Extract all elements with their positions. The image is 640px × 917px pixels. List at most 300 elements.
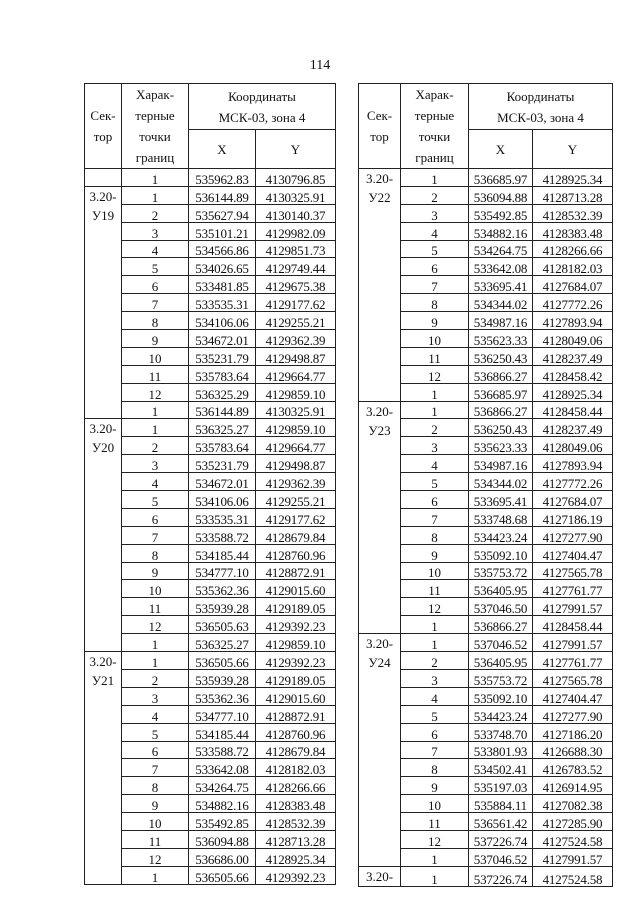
- sector-header: Сек- тор: [85, 84, 122, 169]
- y-coordinate: 4129392.23: [256, 652, 336, 670]
- x-coordinate: 534882.16: [469, 222, 533, 240]
- x-coordinate: 534344.02: [469, 473, 533, 491]
- point-number: 7: [401, 508, 469, 526]
- point-number: 5: [401, 473, 469, 491]
- x-coordinate: 536561.42: [469, 813, 533, 831]
- sector-label: 3.20-: [89, 654, 117, 670]
- y-coordinate: 4128049.06: [533, 437, 613, 455]
- point-number: 9: [401, 544, 469, 562]
- y-coordinate: 4127277.90: [533, 705, 613, 723]
- x-coordinate: 534566.86: [189, 240, 256, 258]
- x-coordinate: 536866.27: [469, 401, 533, 419]
- x-coordinate: 535492.85: [189, 813, 256, 831]
- table-row: [85, 598, 336, 616]
- x-coordinate: 535939.28: [189, 598, 256, 616]
- x-coordinate: 537046.52: [469, 634, 533, 652]
- x-coordinate: 536685.97: [469, 383, 533, 401]
- point-number: 12: [401, 830, 469, 848]
- point-number: 8: [122, 312, 189, 330]
- y-coordinate: 4129177.62: [256, 508, 336, 526]
- y-coordinate: 4127565.78: [533, 562, 613, 580]
- x-coordinate: 536144.89: [189, 186, 256, 204]
- point-number: 2: [401, 186, 469, 204]
- y-coordinate: 4127082.38: [533, 795, 613, 813]
- y-coordinate: 4128049.06: [533, 330, 613, 348]
- point-number: 12: [122, 616, 189, 634]
- point-number: 10: [401, 562, 469, 580]
- x-coordinate: 534987.16: [469, 312, 533, 330]
- table-body: [359, 169, 613, 887]
- y-coordinate: 4128679.84: [256, 741, 336, 759]
- x-header: X: [469, 130, 533, 169]
- y-coordinate: 4127991.57: [533, 598, 613, 616]
- x-coordinate: 535092.10: [469, 687, 533, 705]
- point-number: 6: [122, 508, 189, 526]
- x-coordinate: 534185.44: [189, 544, 256, 562]
- point-number: 1: [401, 634, 469, 652]
- x-coordinate: 535753.72: [469, 562, 533, 580]
- point-number: 7: [401, 741, 469, 759]
- x-coordinate: 536325.27: [189, 419, 256, 437]
- sector-label: 3.20-: [89, 188, 117, 204]
- point-number: 1: [122, 634, 189, 652]
- y-coordinate: 4129015.60: [256, 687, 336, 705]
- table-row: [85, 652, 336, 670]
- y-coordinate: 4128383.48: [256, 795, 336, 813]
- sector-cell: [359, 866, 401, 886]
- table-row: [85, 616, 336, 634]
- sector-header: Сек- тор: [359, 84, 401, 169]
- sector-label: У19: [91, 207, 115, 223]
- sector-label: У20: [91, 440, 115, 456]
- y-coordinate: 4129498.87: [256, 347, 336, 365]
- y-coordinate: 4129859.10: [256, 634, 336, 652]
- table-row: [85, 455, 336, 473]
- x-coordinate: 536505.66: [189, 866, 256, 884]
- point-number: 11: [401, 580, 469, 598]
- x-coordinate: 535627.94: [189, 204, 256, 222]
- y-coordinate: 4128760.96: [256, 723, 336, 741]
- y-coordinate: 4129189.05: [256, 598, 336, 616]
- x-coordinate: 536686.00: [189, 848, 256, 866]
- y-coordinate: 4130325.91: [256, 401, 336, 419]
- table-row: [359, 634, 613, 652]
- point-number: 9: [401, 312, 469, 330]
- y-coordinate: 4128266.66: [533, 240, 613, 258]
- x-coordinate: 537046.50: [469, 598, 533, 616]
- point-number: 1: [401, 169, 469, 187]
- table-row: [85, 723, 336, 741]
- point-number: 5: [122, 723, 189, 741]
- y-coordinate: 4130796.85: [256, 169, 336, 187]
- table-row: [85, 795, 336, 813]
- point-number: 1: [401, 616, 469, 634]
- point-number: 9: [122, 795, 189, 813]
- y-header: Y: [533, 130, 613, 169]
- y-coordinate: 4129255.21: [256, 312, 336, 330]
- point-number: 1: [122, 866, 189, 884]
- y-coordinate: 4128925.34: [256, 848, 336, 866]
- x-coordinate: 535783.64: [189, 365, 256, 383]
- table-row: [85, 544, 336, 562]
- y-coordinate: 4129255.21: [256, 491, 336, 509]
- x-coordinate: 535884.11: [469, 795, 533, 813]
- table-row: [85, 491, 336, 509]
- table-row: [85, 222, 336, 240]
- table-row: [85, 294, 336, 312]
- sector-cell: [85, 186, 122, 419]
- y-coordinate: 4126688.30: [533, 741, 613, 759]
- y-coordinate: 4127277.90: [533, 526, 613, 544]
- y-coordinate: 4128458.44: [533, 616, 613, 634]
- x-coordinate: 536505.63: [189, 616, 256, 634]
- x-coordinate: 534344.02: [469, 294, 533, 312]
- sector-label: 3.20-: [365, 171, 394, 186]
- sector-label: 3.20-: [89, 421, 117, 437]
- table-row: [359, 169, 613, 187]
- table-row: [85, 813, 336, 831]
- x-coordinate: 533748.68: [469, 508, 533, 526]
- point-number: 5: [401, 705, 469, 723]
- sector-cell: [359, 634, 401, 867]
- table-row: [85, 759, 336, 777]
- y-coordinate: 4127761.77: [533, 580, 613, 598]
- point-number: 2: [401, 419, 469, 437]
- points-header: Харак- терные точки границ: [122, 84, 189, 169]
- y-header: Y: [256, 130, 336, 169]
- x-coordinate: 534185.44: [189, 723, 256, 741]
- table-row: [85, 562, 336, 580]
- x-coordinate: 537226.74: [469, 866, 533, 886]
- coordinates-table-right: [358, 83, 613, 887]
- x-coordinate: 533642.08: [469, 258, 533, 276]
- y-coordinate: 4128532.39: [256, 813, 336, 831]
- y-coordinate: 4129851.73: [256, 240, 336, 258]
- x-coordinate: 535092.10: [469, 544, 533, 562]
- y-coordinate: 4128182.03: [256, 759, 336, 777]
- y-coordinate: 4129664.77: [256, 365, 336, 383]
- x-coordinate: 533481.85: [189, 276, 256, 294]
- sector-label: 3.20-: [365, 403, 394, 419]
- table-row: [85, 848, 336, 866]
- x-coordinate: 534423.24: [469, 705, 533, 723]
- point-number: 6: [401, 258, 469, 276]
- table-row: [85, 508, 336, 526]
- table-row: [85, 347, 336, 365]
- y-coordinate: 4127565.78: [533, 669, 613, 687]
- point-number: 8: [122, 544, 189, 562]
- y-coordinate: 4127524.58: [533, 866, 613, 886]
- x-coordinate: 533535.31: [189, 508, 256, 526]
- point-number: 6: [122, 276, 189, 294]
- x-coordinate: 534264.75: [469, 240, 533, 258]
- sector-label: У21: [91, 673, 115, 689]
- table-row: [85, 705, 336, 723]
- x-coordinate: 534672.01: [189, 330, 256, 348]
- y-coordinate: 4126914.95: [533, 777, 613, 795]
- x-coordinate: 533801.93: [469, 741, 533, 759]
- table-row: [85, 687, 336, 705]
- point-number: 5: [122, 258, 189, 276]
- point-number: 7: [122, 759, 189, 777]
- table-row: [85, 830, 336, 848]
- point-number: 3: [401, 204, 469, 222]
- x-coordinate: 536250.43: [469, 347, 533, 365]
- x-coordinate: 537226.74: [469, 830, 533, 848]
- point-number: 10: [122, 347, 189, 365]
- y-coordinate: 4127186.19: [533, 508, 613, 526]
- point-number: 12: [401, 365, 469, 383]
- y-coordinate: 4127893.94: [533, 312, 613, 330]
- x-coordinate: 535962.83: [189, 169, 256, 187]
- y-coordinate: 4129177.62: [256, 294, 336, 312]
- point-number: 8: [401, 526, 469, 544]
- sector-cell: [85, 652, 122, 885]
- y-coordinate: 4129859.10: [256, 419, 336, 437]
- table-row: [85, 741, 336, 759]
- point-number: 1: [122, 652, 189, 670]
- table-row: [85, 240, 336, 258]
- point-number: 7: [401, 276, 469, 294]
- x-coordinate: 535362.36: [189, 687, 256, 705]
- point-number: 2: [122, 669, 189, 687]
- point-number: 3: [401, 437, 469, 455]
- y-coordinate: 4128383.48: [533, 222, 613, 240]
- x-coordinate: 534106.06: [189, 491, 256, 509]
- table-row: [85, 258, 336, 276]
- point-number: 2: [401, 652, 469, 670]
- point-number: 9: [122, 562, 189, 580]
- y-coordinate: 4130140.37: [256, 204, 336, 222]
- x-coordinate: 534423.24: [469, 526, 533, 544]
- point-number: 11: [122, 365, 189, 383]
- y-coordinate: 4130325.91: [256, 186, 336, 204]
- x-coordinate: 536094.88: [189, 830, 256, 848]
- y-coordinate: 4128713.28: [256, 830, 336, 848]
- table-row: [85, 634, 336, 652]
- sector-cell: [359, 401, 401, 634]
- y-coordinate: 4129664.77: [256, 437, 336, 455]
- y-coordinate: 4129189.05: [256, 669, 336, 687]
- y-coordinate: 4129498.87: [256, 455, 336, 473]
- x-coordinate: 533642.08: [189, 759, 256, 777]
- x-coordinate: 534777.10: [189, 705, 256, 723]
- x-coordinate: 535623.33: [469, 330, 533, 348]
- y-coordinate: 4127991.57: [533, 634, 613, 652]
- table-body: [85, 169, 336, 885]
- y-coordinate: 4128872.91: [256, 562, 336, 580]
- x-coordinate: 534777.10: [189, 562, 256, 580]
- table-row: [85, 365, 336, 383]
- point-number: 10: [401, 330, 469, 348]
- x-coordinate: 535197.03: [469, 777, 533, 795]
- coordinates-header: Координаты МСК-03, зона 4: [189, 84, 336, 130]
- y-coordinate: 4127761.77: [533, 652, 613, 670]
- y-coordinate: 4128266.66: [256, 777, 336, 795]
- x-coordinate: 533695.41: [469, 491, 533, 509]
- sector-cell: [85, 169, 122, 187]
- table-row: [85, 276, 336, 294]
- table-row: [85, 330, 336, 348]
- sector-label: 3.20-: [365, 868, 394, 884]
- point-number: 4: [401, 222, 469, 240]
- sector-label: У24: [368, 655, 391, 671]
- y-coordinate: 4127893.94: [533, 455, 613, 473]
- x-coordinate: 536094.88: [469, 186, 533, 204]
- point-number: 1: [401, 383, 469, 401]
- x-coordinate: 535362.36: [189, 580, 256, 598]
- table-row: [85, 473, 336, 491]
- x-coordinate: 535623.33: [469, 437, 533, 455]
- table-row: [85, 866, 336, 884]
- point-number: 3: [401, 669, 469, 687]
- y-coordinate: 4129749.44: [256, 258, 336, 276]
- x-coordinate: 534264.75: [189, 777, 256, 795]
- x-coordinate: 535101.21: [189, 222, 256, 240]
- point-number: 9: [122, 330, 189, 348]
- x-coordinate: 534502.41: [469, 759, 533, 777]
- x-coordinate: 533588.72: [189, 526, 256, 544]
- point-number: 2: [122, 437, 189, 455]
- y-coordinate: 4127684.07: [533, 276, 613, 294]
- point-number: 6: [122, 741, 189, 759]
- y-coordinate: 4129015.60: [256, 580, 336, 598]
- x-coordinate: 535492.85: [469, 204, 533, 222]
- x-coordinate: 536405.95: [469, 652, 533, 670]
- point-number: 4: [122, 473, 189, 491]
- y-coordinate: 4129675.38: [256, 276, 336, 294]
- table-row: [359, 866, 613, 886]
- table-row: [85, 204, 336, 222]
- page-number: 114: [309, 58, 331, 73]
- x-coordinate: 536405.95: [469, 580, 533, 598]
- y-coordinate: 4128713.28: [533, 186, 613, 204]
- table-row: [85, 169, 336, 187]
- x-coordinate: 536685.97: [469, 169, 533, 187]
- point-number: 7: [122, 526, 189, 544]
- x-coordinate: 534106.06: [189, 312, 256, 330]
- point-number: 3: [122, 222, 189, 240]
- y-coordinate: 4128237.49: [533, 347, 613, 365]
- table-row: [85, 401, 336, 419]
- point-number: 1: [401, 866, 469, 886]
- sector-label: У22: [368, 190, 391, 205]
- point-number: 6: [401, 723, 469, 741]
- y-coordinate: 4126783.52: [533, 759, 613, 777]
- point-number: 10: [401, 795, 469, 813]
- y-coordinate: 4128925.34: [533, 383, 613, 401]
- x-coordinate: 536325.29: [189, 383, 256, 401]
- point-number: 1: [122, 169, 189, 187]
- y-coordinate: 4127684.07: [533, 491, 613, 509]
- table-row: [85, 437, 336, 455]
- y-coordinate: 4127772.26: [533, 294, 613, 312]
- point-number: 1: [401, 848, 469, 866]
- x-coordinate: 535783.64: [189, 437, 256, 455]
- x-coordinate: 536505.66: [189, 652, 256, 670]
- coordinates-header: Координаты МСК-03, зона 4: [469, 84, 613, 130]
- y-coordinate: 4128182.03: [533, 258, 613, 276]
- x-coordinate: 534026.65: [189, 258, 256, 276]
- point-number: 1: [122, 419, 189, 437]
- point-number: 10: [122, 580, 189, 598]
- table-header: [85, 84, 336, 169]
- y-coordinate: 4127285.90: [533, 813, 613, 831]
- y-coordinate: 4128760.96: [256, 544, 336, 562]
- point-number: 4: [401, 687, 469, 705]
- point-number: 8: [401, 294, 469, 312]
- point-number: 11: [401, 813, 469, 831]
- point-number: 4: [122, 240, 189, 258]
- points-header: Харак- терные точки границ: [401, 84, 469, 169]
- y-coordinate: 4129362.39: [256, 473, 336, 491]
- point-number: 5: [401, 240, 469, 258]
- point-number: 12: [122, 383, 189, 401]
- point-number: 4: [122, 705, 189, 723]
- x-coordinate: 536866.27: [469, 365, 533, 383]
- point-number: 10: [122, 813, 189, 831]
- y-coordinate: 4127186.20: [533, 723, 613, 741]
- y-coordinate: 4128458.44: [533, 401, 613, 419]
- point-number: 4: [401, 455, 469, 473]
- table-row: [85, 186, 336, 204]
- point-number: 9: [401, 777, 469, 795]
- x-coordinate: 535753.72: [469, 669, 533, 687]
- x-coordinate: 533535.31: [189, 294, 256, 312]
- x-coordinate: 537046.52: [469, 848, 533, 866]
- y-coordinate: 4128925.34: [533, 169, 613, 187]
- point-number: 12: [401, 598, 469, 616]
- y-coordinate: 4127404.47: [533, 687, 613, 705]
- sector-cell: [85, 419, 122, 652]
- x-coordinate: 533748.70: [469, 723, 533, 741]
- point-number: 3: [122, 455, 189, 473]
- y-coordinate: 4128679.84: [256, 526, 336, 544]
- x-coordinate: 534672.01: [189, 473, 256, 491]
- x-coordinate: 533695.41: [469, 276, 533, 294]
- point-number: 1: [122, 186, 189, 204]
- y-coordinate: 4128458.42: [533, 365, 613, 383]
- y-coordinate: 4128532.39: [533, 204, 613, 222]
- point-number: 12: [122, 848, 189, 866]
- table-row: [85, 383, 336, 401]
- table-row: [85, 419, 336, 437]
- y-coordinate: 4127404.47: [533, 544, 613, 562]
- x-coordinate: 536250.43: [469, 419, 533, 437]
- point-number: 3: [122, 687, 189, 705]
- y-coordinate: 4129982.09: [256, 222, 336, 240]
- x-header: X: [189, 130, 256, 169]
- sector-cell: [359, 169, 401, 402]
- table-row: [85, 777, 336, 795]
- point-number: 11: [122, 598, 189, 616]
- point-number: 11: [401, 347, 469, 365]
- coordinates-table-left: [84, 83, 336, 885]
- table-header: [359, 84, 613, 169]
- y-coordinate: 4127524.58: [533, 830, 613, 848]
- table-row: [85, 669, 336, 687]
- y-coordinate: 4129392.23: [256, 866, 336, 884]
- table-row: [359, 401, 613, 419]
- y-coordinate: 4127772.26: [533, 473, 613, 491]
- point-number: 8: [122, 777, 189, 795]
- sector-label: У23: [368, 422, 391, 438]
- point-number: 5: [122, 491, 189, 509]
- point-number: 1: [401, 401, 469, 419]
- y-coordinate: 4128872.91: [256, 705, 336, 723]
- x-coordinate: 535231.79: [189, 347, 256, 365]
- point-number: 11: [122, 830, 189, 848]
